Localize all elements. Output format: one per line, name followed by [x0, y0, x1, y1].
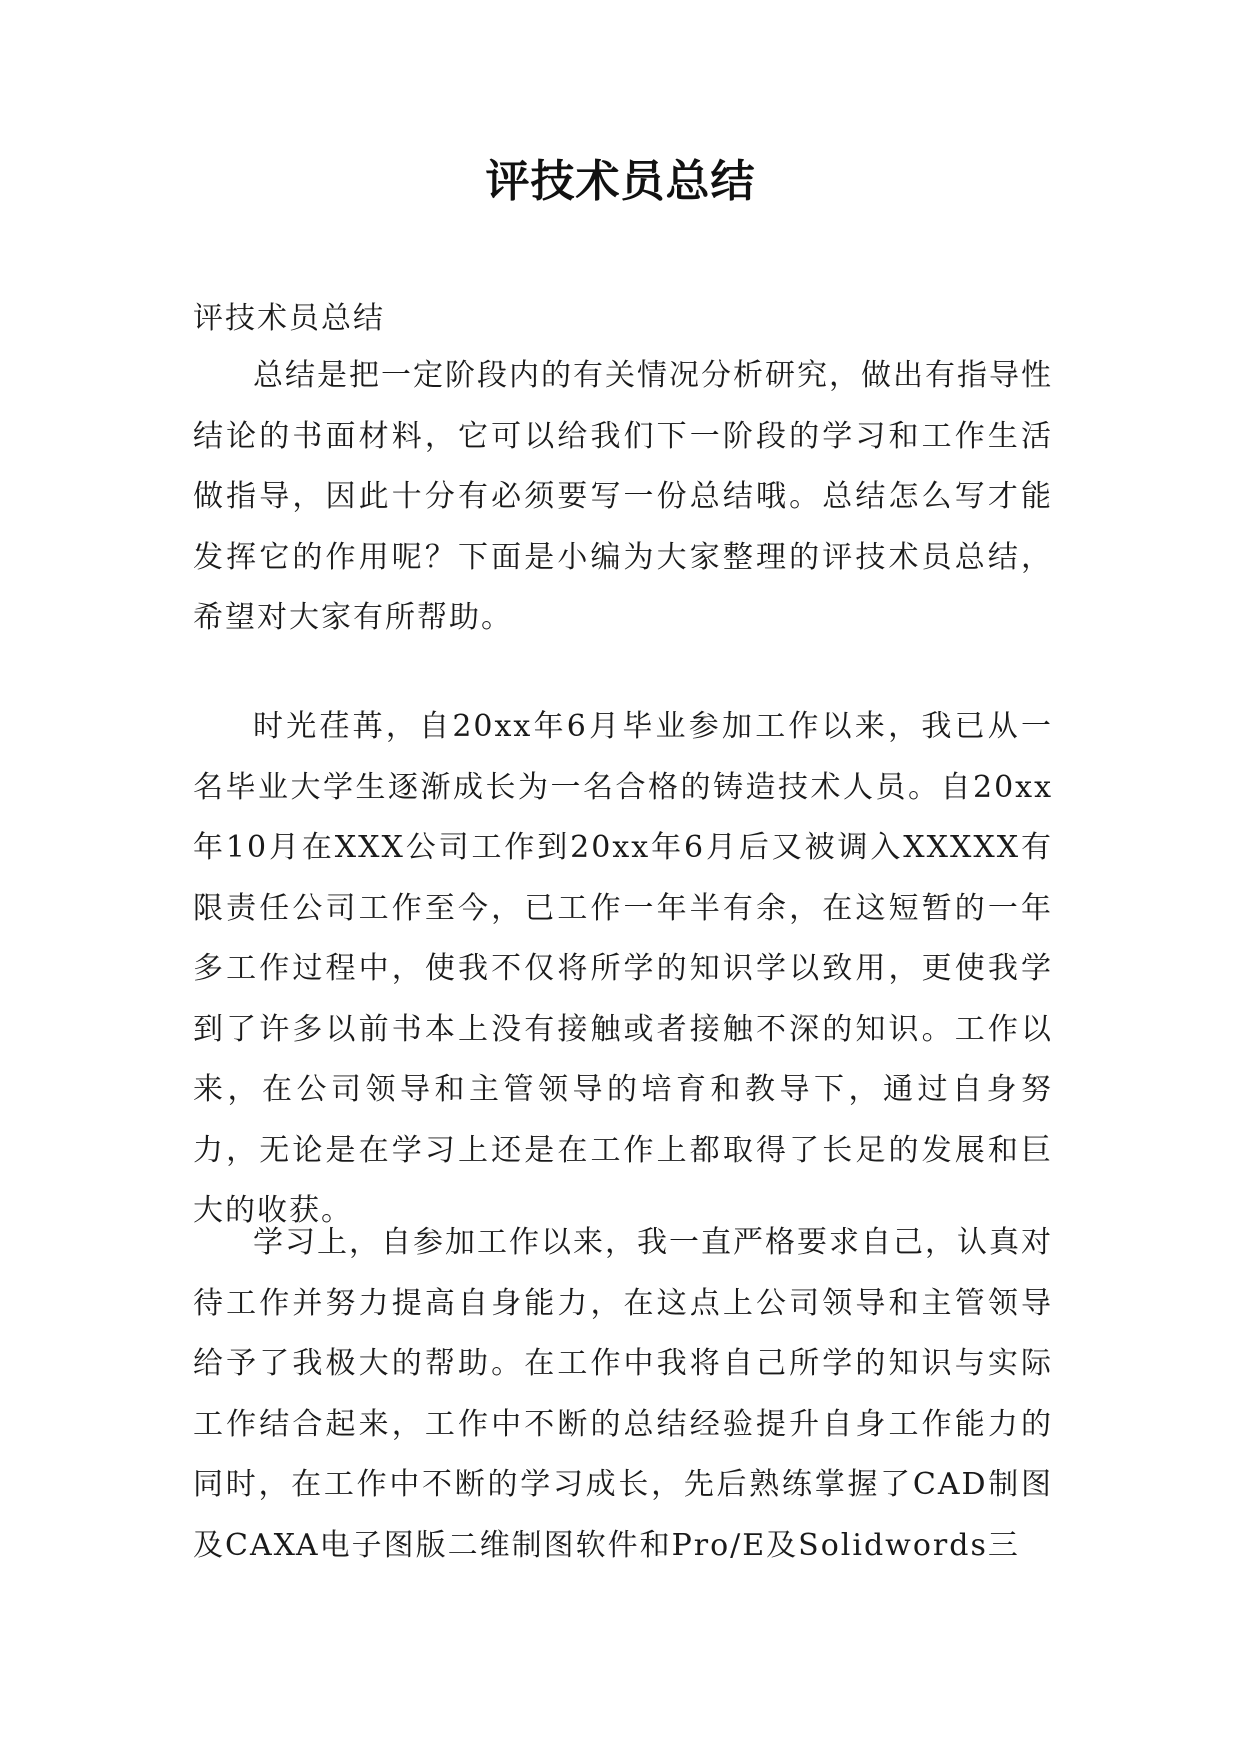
paragraph-study: 学习上，自参加工作以来，我一直严格要求自己，认真对待工作并努力提高自身能力，在这点上公司领导和主管领导给予了我极大的帮助。在工作中我将自己所学的知识与实际工作结合起来，工作中不断的总结经验提升自身工作能力的同时，在工作中不断的学习成长，先后熟练掌握了CAD制图及CAXA电子图版二维制图软件和Pro/E及Solidwords三: [193, 1225, 1053, 1563]
document-subtitle: 评技术员总结: [193, 301, 385, 336]
document-title: 评技术员总结: [485, 156, 756, 207]
paragraph-intro: 总结是把一定阶段内的有关情况分析研究，做出有指导性结论的书面材料，它可以给我们下一阶段的学习和工作生活做指导，因此十分有必须要写一份总结哦。总结怎么写才能发挥它的作用呢？下面是小编为大家整理的评技术员总结，希望对大家有所帮助。: [193, 358, 1053, 635]
paragraph-work-history: 时光荏苒，自20xx年6月毕业参加工作以来，我已从一名毕业大学生逐渐成长为一名合格的铸造技术人员。自20xx年10月在XXX公司工作到20xx年6月后又被调入XXXXX有限责任公司工作至今，已工作一年半有余，在这短暂的一年多工作过程中，使我不仅将所学的知识学以致用，更使我学到了许多以前书本上没有接触或者接触不深的知识。工作以来，在公司领导和主管领导的培育和教导下，通过自身努力，无论是在学习上还是在工作上都取得了长足的发展和巨大的收获。: [193, 709, 1053, 1228]
